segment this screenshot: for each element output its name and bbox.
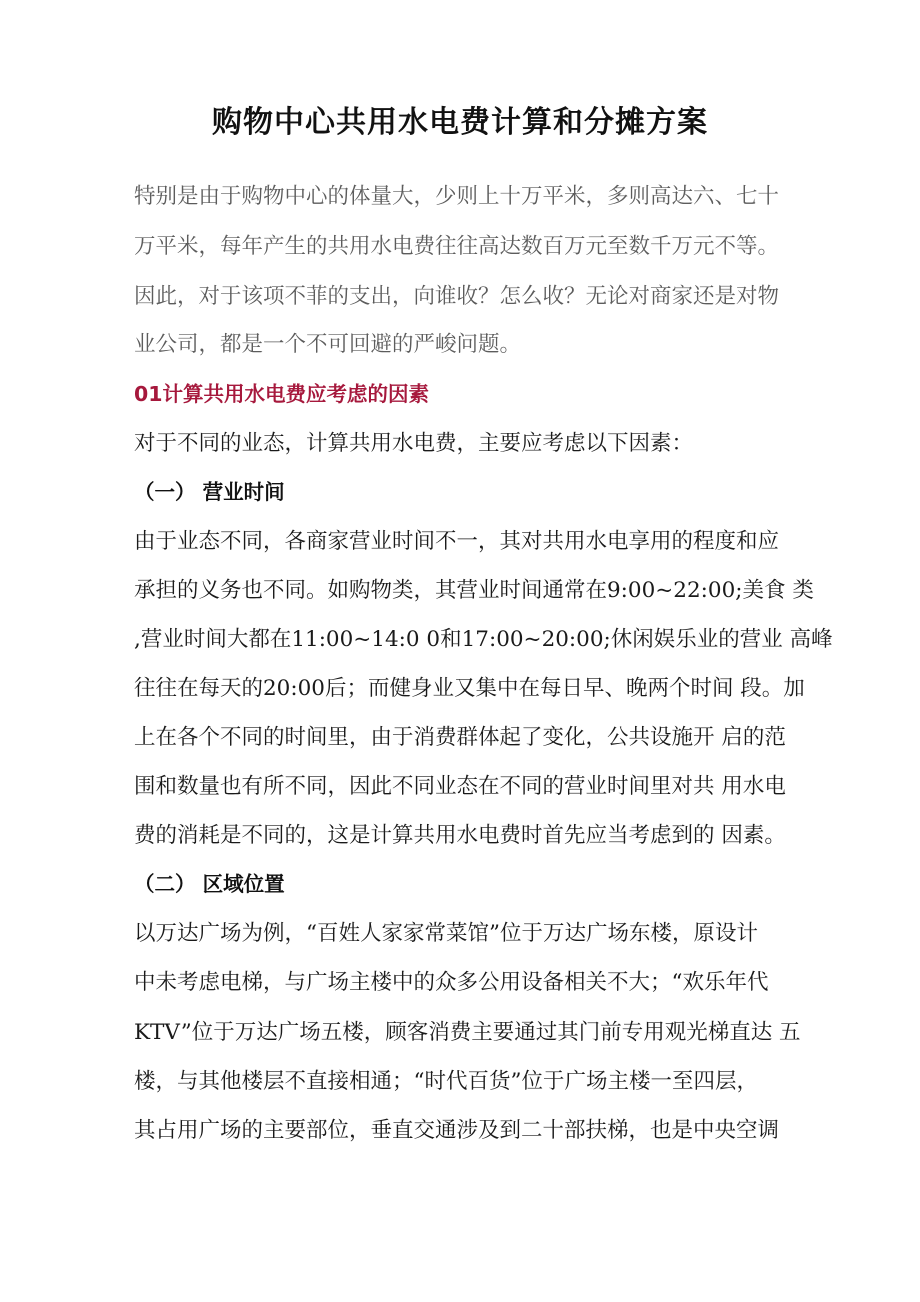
body-line: 承担的义务也不同。如购物类，其营业时间通常在9:00~22:00;美食 类 xyxy=(134,578,814,603)
subsection-heading-location: （二） 区域位置 xyxy=(134,872,285,896)
subsection-heading-business-hours: （一） 营业时间 xyxy=(134,480,285,504)
body-line: 楼，与其他楼层不直接相通；“时代百货”位于广场主楼一至四层， xyxy=(134,1069,758,1094)
intro-line: 业公司，都是一个不可回避的严峻问题。 xyxy=(134,332,522,357)
intro-line: 万平米，每年产生的共用水电费往往高达数百万元至数千万元不等。 xyxy=(134,234,780,259)
body-line: 由于业态不同，各商家营业时间不一，其对共用水电享用的程度和应 xyxy=(134,529,780,554)
body-line: 费的消耗是不同的，这是计算共用水电费时首先应当考虑到的 因素。 xyxy=(134,823,786,848)
intro-line: 特别是由于购物中心的体量大，少则上十万平米，多则高达六、七十 xyxy=(134,184,780,209)
body-line: 其占用广场的主要部位，垂直交通涉及到二十部扶梯，也是中央空调 xyxy=(134,1118,780,1143)
body-line: 以万达广场为例，“百姓人家家常菜馆”位于万达广场东楼，原设计 xyxy=(134,921,758,946)
section-intro: 对于不同的业态，计算共用水电费，主要应考虑以下因素： xyxy=(134,431,694,456)
body-line: 中未考虑电梯，与广场主楼中的众多公用设备相关不大；“欢乐年代 xyxy=(134,970,769,995)
body-line: 上在各个不同的时间里，由于消费群体起了变化，公共设施开 启的范 xyxy=(134,725,786,750)
intro-line: 因此，对于该项不菲的支出，向谁收？怎么收？无论对商家还是对物 xyxy=(134,284,780,309)
body-line: KTV”位于万达广场五楼，顾客消费主要通过其门前专用观光梯直达 五 xyxy=(134,1020,801,1045)
body-line: ,营业时间大都在11:00~14:0 0和17:00~20:00;休闲娱乐业的营业 高峰 xyxy=(134,627,833,652)
body-line: 围和数量也有所不同，因此不同业态在不同的营业时间里对共 用水电 xyxy=(134,774,786,799)
body-line: 往往在每天的20:00后；而健身业又集中在每日早、晚两个时间 段。加 xyxy=(134,676,805,701)
document-title: 购物中心共用水电费计算和分摊方案 xyxy=(212,105,708,140)
section-heading: 01计算共用水电费应考虑的因素 xyxy=(134,382,430,406)
